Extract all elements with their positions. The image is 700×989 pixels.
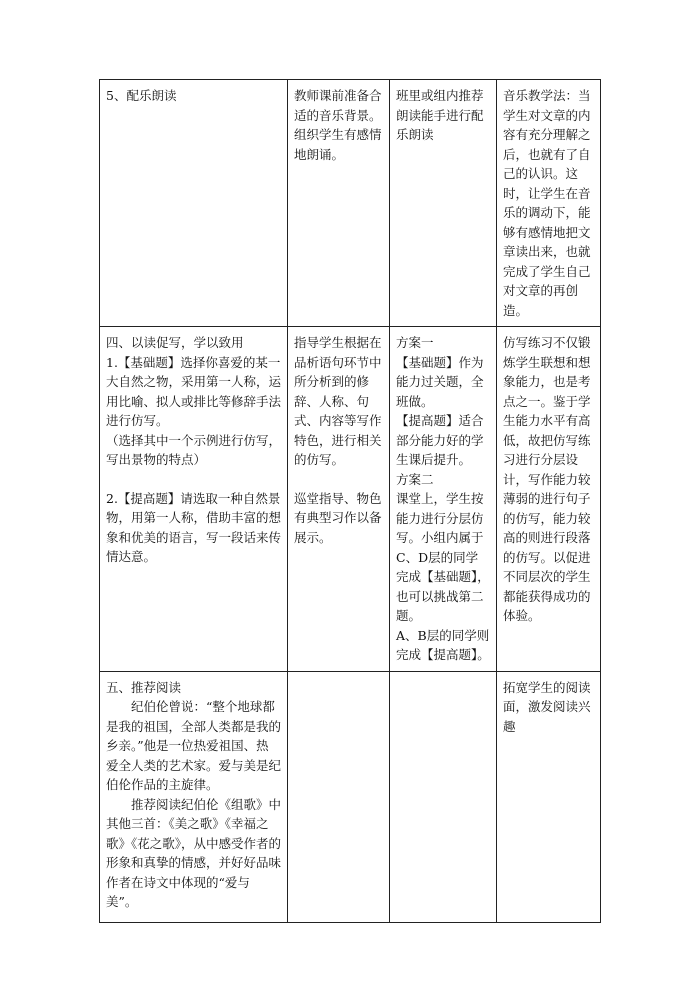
student-cell: [390, 671, 497, 922]
plan-one-title: 方案一: [396, 335, 434, 350]
student-text: A、B层的同学则完成【提高题】。: [396, 627, 490, 662]
student-cell: [390, 80, 497, 327]
basic-task: 1.【基础题】选择你喜爱的某一大自然之物，采用第一人称，运用比喻、拟人或排比等修辞手法进行仿写。: [106, 354, 282, 428]
student-cell: [390, 327, 497, 672]
design-text: 拓宽学生的阅读面，激发阅读兴趣: [503, 679, 591, 734]
student-text: 【基础题】作为能力过关题，全班做。: [396, 354, 484, 409]
student-text: 班里或组内推荐朗读能手进行配乐朗读: [396, 88, 484, 142]
design-cell: [497, 327, 601, 672]
design-text: 仿写练习不仅锻炼学生联想和想象能力，也是考点之一。鉴于学生能力水平有高低，故把仿写练习进行分层设计，写作能力较薄弱的进行句子的仿写，能力较高的则进行段落的仿写。以促进不同层次的学生都能获得成功的体验。: [503, 335, 591, 623]
activity-paragraph: 推荐阅读纪伯伦《组歌》中其他三首：《美之歌》《幸福之歌》《花之歌》，从中感受作者的形象和真挚的情感，并好好品味作者在诗文中体现的“爱与美”。: [106, 796, 282, 909]
plan-two-title: 方案二: [396, 471, 434, 487]
teacher-text: 教师课前准备合适的音乐背景。组织学生有感情地朗诵。: [294, 88, 382, 162]
activity-heading: 四、以读促写，学以致用: [106, 335, 244, 350]
activity-cell: [100, 327, 288, 672]
teacher-text: 巡堂指导、物色有典型习作以备展示。: [294, 490, 382, 545]
teacher-cell: [288, 671, 390, 922]
activity-cell: [100, 671, 288, 922]
activity-heading: 五、推荐阅读: [106, 679, 182, 695]
table-row: [100, 671, 601, 922]
design-cell: [497, 80, 601, 327]
table-row: [100, 327, 601, 672]
design-cell: [497, 671, 601, 922]
basic-task-note: （选择其中一个示例进行仿写，写出景物的特点）: [106, 432, 282, 467]
design-text: 音乐教学法：当学生对文章的内容有充分理解之后，也就有了自己的认识。这时，让学生在音乐的调动下，能够有感情地把文章读出来，也就完成了学生自己对文章的再创造。: [503, 88, 591, 318]
teacher-cell: [288, 327, 390, 672]
teacher-cell: [288, 80, 390, 327]
lesson-plan-table: [99, 79, 601, 923]
advanced-task: 2.【提高题】请选取一种自然景物，用第一人称，借助丰富的想象和优美的语言，写一段话来传情达意。: [106, 490, 282, 564]
student-text: 课堂上，学生按能力进行分层仿写。小组内属于C、D层的同学完成【基础题】，也可以挑战第二题。: [396, 491, 490, 623]
activity-paragraph: 纪伯伦曾说：“整个地球都是我的祖国，全部人类都是我的乡亲。”他是一位热爱祖国、热爱全人类的艺术家。爱与美是纪伯伦作品的主旋律。: [106, 699, 282, 792]
activity-heading: 5、配乐朗读: [106, 88, 177, 103]
teacher-text: 指导学生根据在品析语句环节中所分析到的修辞、人称、句式、内容等写作特色，进行相关的仿写。: [294, 335, 382, 467]
table-row: [100, 80, 601, 327]
student-text: 【提高题】适合部分能力好的学生课后提升。: [396, 413, 484, 467]
activity-cell: [100, 80, 288, 327]
